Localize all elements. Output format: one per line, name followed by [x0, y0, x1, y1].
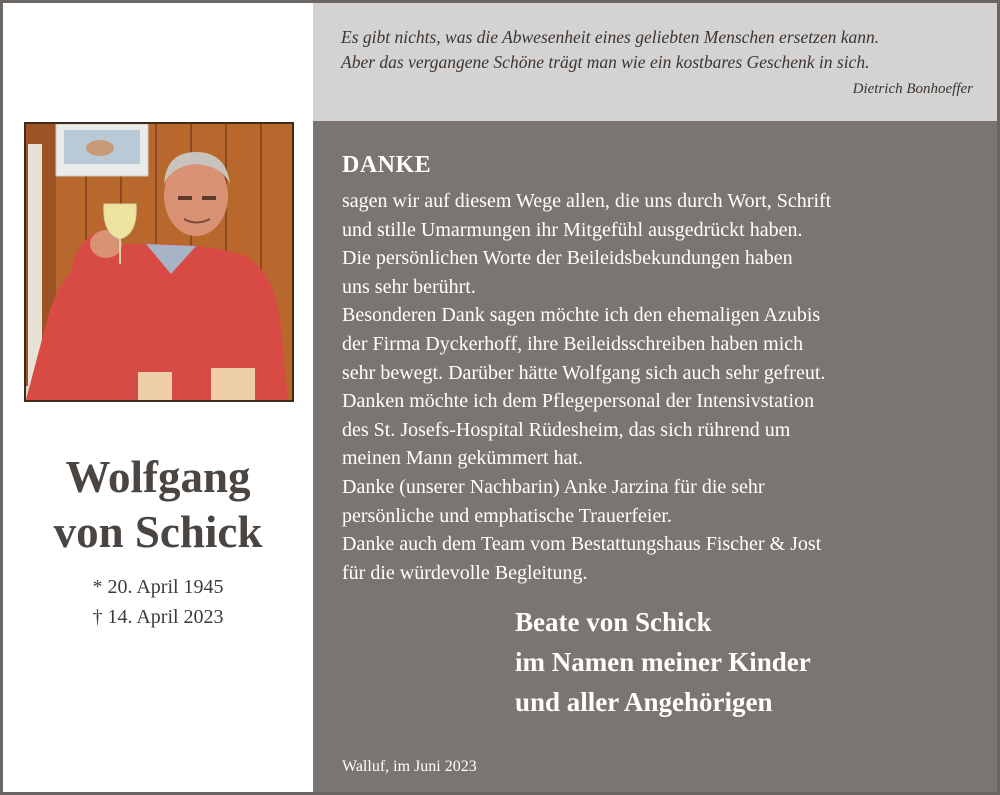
message-line: persönliche und emphatische Trauerfeier. — [342, 504, 672, 527]
message-body — [342, 187, 982, 587]
message-line: meinen Mann gekümmert hat. — [342, 447, 584, 470]
message-line: Danke (unserer Nachbarin) Anke Jarzina für die sehr — [342, 475, 765, 498]
message-line: der Firma Dyckerhoff, ihre Beileidsschreiben haben mich — [342, 332, 804, 355]
message-line: Die persönlichen Worte der Beileidsbekundungen haben — [342, 247, 793, 270]
message-line: für die würdevolle Begleitung. — [342, 561, 588, 584]
message-line: und stille Umarmungen ihr Mitgefühl ausgedrückt haben. — [342, 218, 803, 241]
message-line: uns sehr berührt. — [342, 275, 476, 298]
death-date: † 14. April 2023 — [92, 606, 224, 628]
quote-text — [341, 25, 981, 75]
place-date: Walluf, im Juni 2023 — [342, 758, 477, 775]
quote-box — [313, 3, 997, 121]
signature-line: im Namen meiner Kinder — [515, 647, 811, 677]
deceased-first-name: Wolfgang — [65, 452, 251, 502]
quote-author: Dietrich Bonhoeffer — [852, 81, 973, 97]
message-heading: DANKE — [342, 152, 432, 178]
quote-line: Aber das vergangene Schöne trägt man wie ein kostbares Geschenk in sich. — [341, 52, 870, 72]
message-line: Danken möchte ich dem Pflegepersonal der Intensivstation — [342, 390, 815, 413]
quote-line: Es gibt nichts, was die Abwesenheit eines geliebten Menschen ersetzen kann. — [341, 27, 880, 47]
message-line: des St. Josefs-Hospital Rüdesheim, das sich rührend um — [342, 418, 791, 441]
life-dates — [3, 572, 313, 632]
deceased-name — [3, 450, 313, 560]
message-line: sagen wir auf diesem Wege allen, die uns durch Wort, Schrift — [342, 190, 832, 212]
birth-date: * 20. April 1945 — [92, 576, 224, 598]
deceased-last-name: von Schick — [53, 507, 263, 557]
portrait-illustration — [26, 124, 292, 400]
portrait-photo — [24, 122, 294, 402]
message-line: Besonderen Dank sagen möchte ich den ehemaligen Azubis — [342, 304, 821, 327]
message-line: Danke auch dem Team vom Bestattungshaus Fischer & Jost — [342, 533, 822, 556]
signature-name: Beate von Schick — [515, 607, 712, 637]
message-line: sehr bewegt. Darüber hätte Wolfgang sich auch sehr gefreut. — [342, 361, 826, 384]
signature-line: und aller Angehörigen — [515, 687, 773, 717]
signature-block — [515, 602, 811, 722]
